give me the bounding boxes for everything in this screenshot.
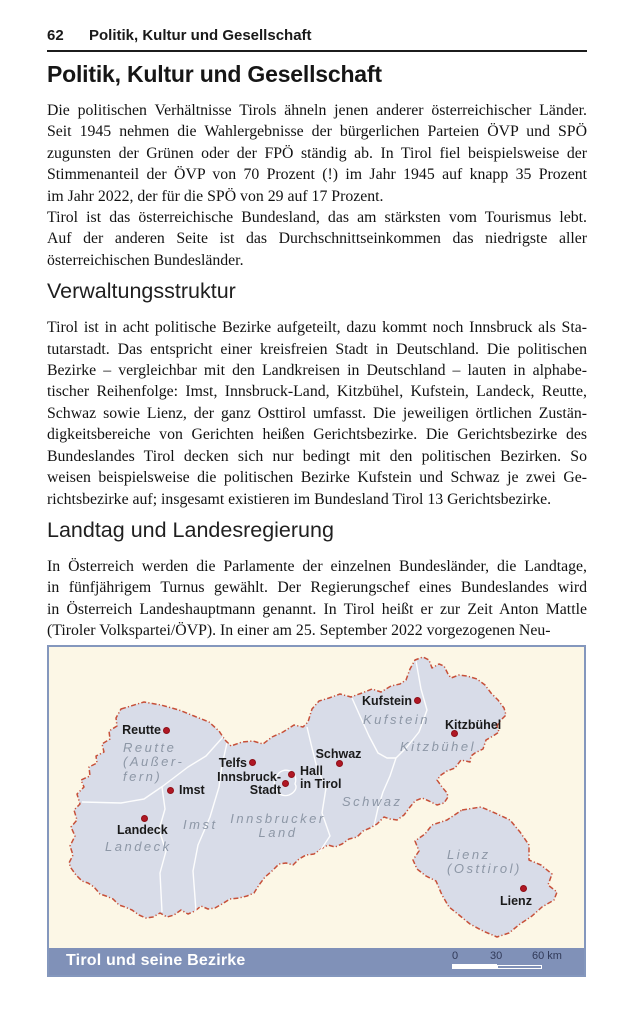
- running-header-title: Politik, Kultur und Gesellschaft: [89, 27, 312, 44]
- town-dot-reutte: [163, 727, 170, 734]
- town-label-landeck: Landeck: [117, 822, 168, 837]
- paragraph-landtag: In Österreich werden die Parlamente der einzelnen Bundesländer, die Landtage, in fünfjährigem Turnus gewählt. Der Regierungschef eines Bundeslandes wird in Österreich Landeshauptmann genannt. In Tirol heißt er zur Zeit Anton Mattle (Tiroler Volkspartei/ÖVP). In einer am 25. September 2022 vorgezogenen Neu-: [47, 557, 587, 640]
- district-label-imst: Imst: [183, 816, 218, 832]
- chapter-title: Politik, Kultur und Gesellschaft: [47, 61, 382, 87]
- town-label-imst: Imst: [179, 782, 205, 797]
- running-header: [47, 27, 587, 52]
- district-label-reutte: Reutte (Außer- fern): [123, 739, 185, 784]
- scale-tick-0: 0: [452, 949, 459, 962]
- scale-tick-60: 60 km: [532, 949, 562, 962]
- town-label-kitzbuehel: Kitzbühel: [445, 717, 502, 732]
- paragraph-bezirke: Tirol ist in acht politische Bezirke aufgeteilt, dazu kommt noch Innsbruck als Sta- tutarstadt. Das entspricht einer kreisfreien Stadt in Deutschland. Die politischen Bezirke – vergleichbar mit den Landkreisen in Deutschland – lauten in alphabe- tischer Reihenfolge: Imst, Innsbruck-Land, Kitzbühel, Kufstein, Landeck, Reutte, Schwaz sowie Lienz, der ganz Osttirol umfasst. Die jeweiligen örtlichen Zustän- digkeitsbereiche von Gerichten heißen Gerichtsbezirke. Die Gerichtsbezirke des Bundeslandes Tirol decken sich nur bedingt mit den politischen Bezirken. So weisen beispielsweise die politischen Bezirke Kufstein und Schwaz je zwei Ge- richtsbezirke auf; insgesamt existieren im Bundesland Tirol 13 Gerichtsbezirke.: [47, 319, 587, 508]
- district-label-innsbrucker-land: Innsbrucker Land: [230, 810, 326, 841]
- town-dot-telfs: [249, 759, 256, 766]
- scale-segment-solid: [452, 964, 497, 969]
- page-number: 62: [47, 27, 64, 44]
- tirol-map: [49, 647, 584, 948]
- district-label-lienz: Lienz (Osttirol): [447, 846, 522, 877]
- town-label-kufstein: Kufstein: [362, 693, 412, 708]
- district-label-landeck: Landeck: [105, 838, 172, 854]
- paragraph-tourism: Tirol ist das österreichische Bundesland, das am stärksten vom Tourismus lebt. Auf der anderen Seite ist das Durchschnittseinkommen das niedrigste aller österreichischen Bundesländer.: [47, 209, 587, 269]
- town-dot-lienz: [520, 885, 527, 892]
- section-heading-landtag: Landtag und Landesregierung: [47, 517, 334, 542]
- district-label-kufstein: Kufstein: [363, 711, 430, 727]
- map-caption-bar: [49, 948, 584, 975]
- map-caption-text: Tirol und seine Bezirke: [66, 952, 246, 970]
- district-label-schwaz: Schwaz: [342, 793, 403, 809]
- district-label-kitzbuehel: Kitzbühel: [400, 738, 476, 754]
- section-heading-verwaltungsstruktur: Verwaltungsstruktur: [47, 279, 236, 304]
- town-dot-hall: [288, 771, 295, 778]
- town-label-hall: Hall in Tirol: [300, 763, 342, 791]
- town-label-reutte: Reutte: [122, 722, 161, 737]
- page-content: [47, 27, 587, 977]
- town-label-schwaz: Schwaz: [315, 746, 362, 761]
- paragraph-politics: Die politischen Verhältnisse Tirols ähneln jenen anderer österreichischer Länder. Seit 1945 nehmen die Wahlergebnisse der bürgerlichen Parteien ÖVP und SPÖ zugunsten der Grünen oder der FPÖ ständig ab. In Tirol fiel beispielsweise der Stimmenanteil der ÖVP von 70 Prozent (!) im Jahr 1945 auf knapp 35 Prozent im Jahr 2022, der für die SPÖ von 29 auf 17 Prozent.: [47, 102, 587, 205]
- scale-segment-outline: [497, 965, 542, 969]
- map-scale-bar: [452, 950, 570, 973]
- town-dot-landeck: [141, 815, 148, 822]
- town-label-lienz: Lienz: [500, 893, 532, 908]
- town-dot-kufstein: [414, 697, 421, 704]
- tirol-map-figure: [47, 645, 586, 977]
- town-dot-innsbruck: [282, 780, 289, 787]
- town-label-innsbruck-stadt: Innsbruck- Stadt: [217, 769, 281, 797]
- town-label-telfs: Telfs: [218, 755, 247, 770]
- town-dot-imst: [167, 787, 174, 794]
- scale-tick-30: 30: [490, 949, 503, 962]
